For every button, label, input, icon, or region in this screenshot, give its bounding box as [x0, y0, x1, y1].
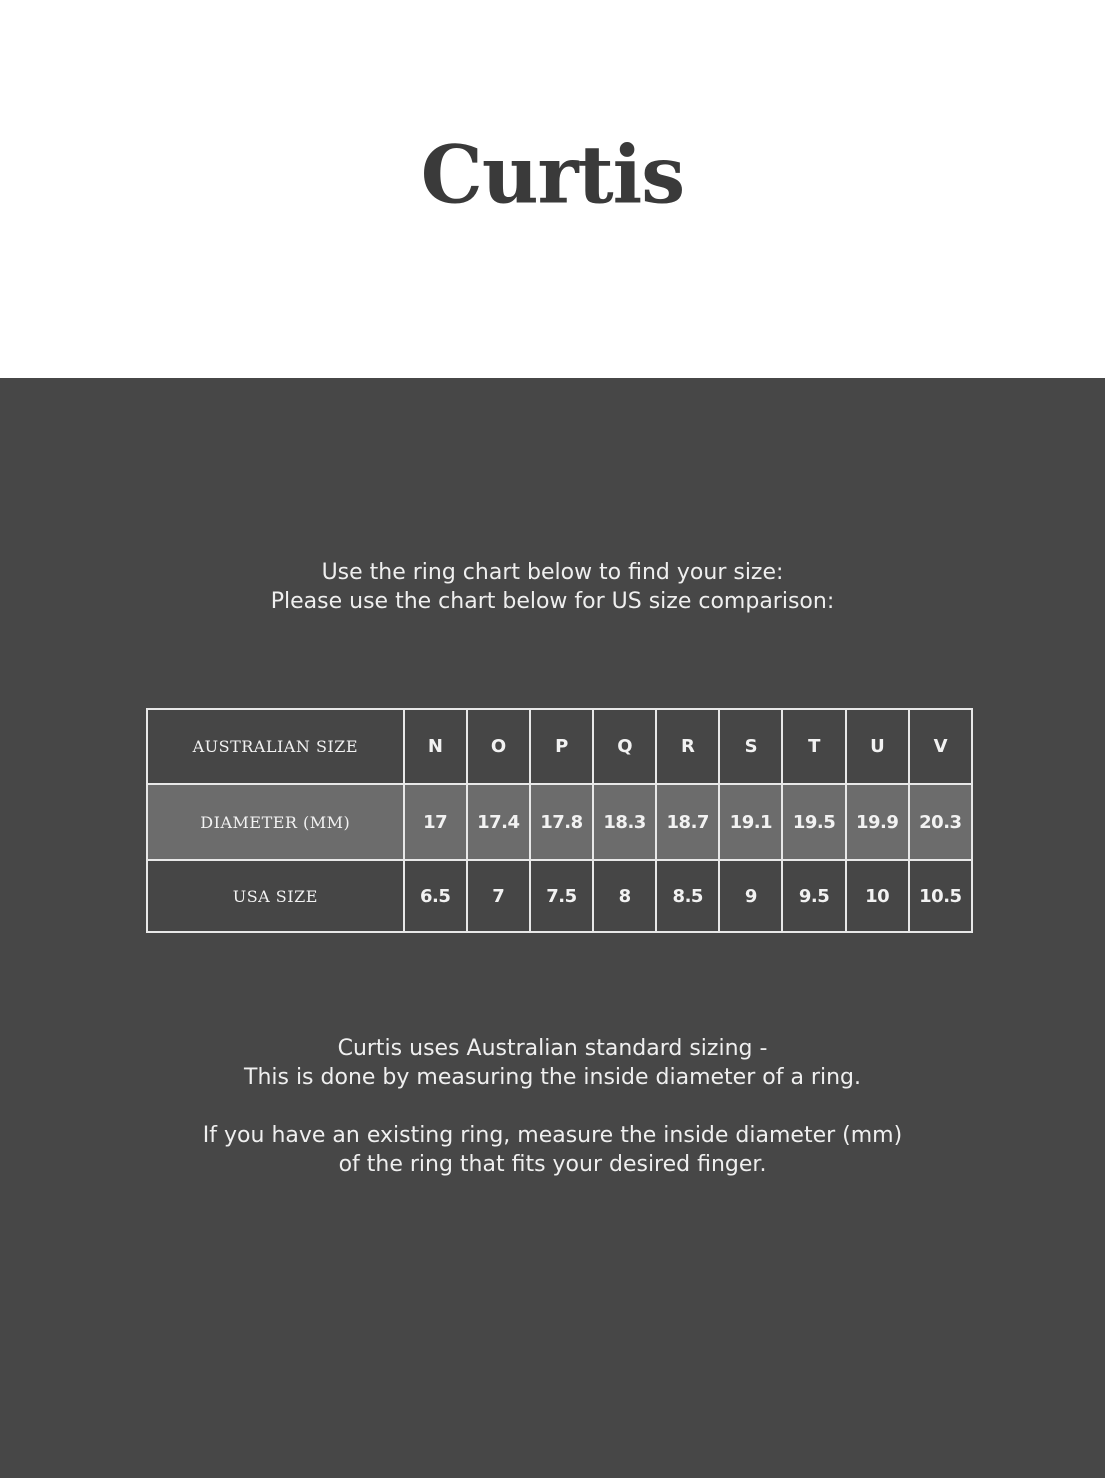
notes-line-3: If you have an existing ring, measure the inside diameter (mm)	[202, 1123, 903, 1148]
usa-size-cell: 9	[719, 860, 782, 932]
usa-size-row	[147, 860, 972, 932]
diameter-row	[147, 784, 972, 861]
diameter-label: DIAMETER (MM)	[147, 784, 404, 861]
australian-size-cell: T	[782, 709, 845, 784]
notes-line-1: Curtis uses Australian standard sizing -	[337, 1036, 768, 1061]
diameter-cell: 17	[404, 784, 467, 861]
diameter-cell: 19.9	[846, 784, 909, 861]
intro-text	[0, 558, 1105, 616]
usa-size-cell: 10	[846, 860, 909, 932]
diameter-cell: 19.5	[782, 784, 845, 861]
usa-size-cell: 9.5	[782, 860, 845, 932]
australian-size-cell: O	[467, 709, 530, 784]
australian-size-cell: U	[846, 709, 909, 784]
australian-size-label: AUSTRALIAN SIZE	[147, 709, 404, 784]
usa-size-cell: 6.5	[404, 860, 467, 932]
diameter-cell: 17.4	[467, 784, 530, 861]
australian-size-cell: R	[656, 709, 719, 784]
intro-line-2: Please use the chart below for US size comparison:	[270, 589, 835, 614]
usa-size-cell: 8	[593, 860, 656, 932]
usa-size-cell: 7	[467, 860, 530, 932]
australian-size-cell: Q	[593, 709, 656, 784]
australian-size-cell: N	[404, 709, 467, 784]
ring-size-table	[146, 708, 973, 933]
diameter-cell: 20.3	[909, 784, 972, 861]
diameter-cell: 17.8	[530, 784, 593, 861]
australian-size-cell: S	[719, 709, 782, 784]
usa-size-label: USA SIZE	[147, 860, 404, 932]
australian-size-cell: V	[909, 709, 972, 784]
intro-line-1: Use the ring chart below to find your size:	[321, 560, 784, 585]
notes-line-2: This is done by measuring the inside diameter of a ring.	[244, 1065, 861, 1090]
size-guide-panel	[0, 378, 1105, 1478]
header	[0, 0, 1105, 378]
diameter-cell: 18.7	[656, 784, 719, 861]
notes-spacer	[0, 1092, 1105, 1121]
australian-size-row	[147, 709, 972, 784]
usa-size-cell: 8.5	[656, 860, 719, 932]
sizing-notes	[0, 1034, 1105, 1179]
usa-size-cell: 10.5	[909, 860, 972, 932]
notes-line-4: of the ring that fits your desired finger.	[338, 1152, 767, 1177]
diameter-cell: 18.3	[593, 784, 656, 861]
usa-size-cell: 7.5	[530, 860, 593, 932]
australian-size-cell: P	[530, 709, 593, 784]
brand-logo: Curtis	[420, 129, 685, 222]
diameter-cell: 19.1	[719, 784, 782, 861]
